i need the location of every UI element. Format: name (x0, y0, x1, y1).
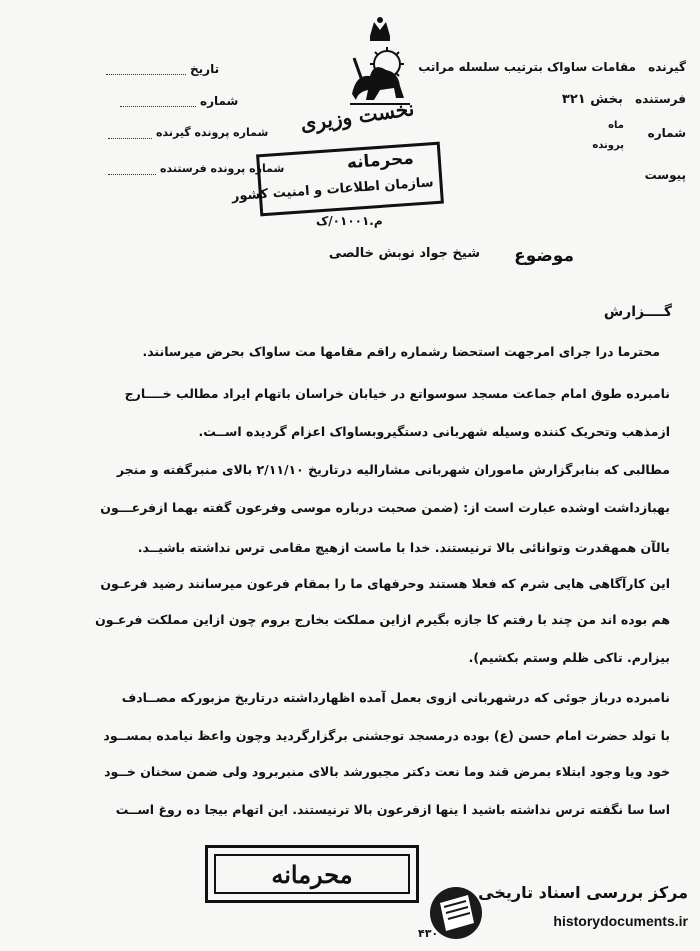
recipient-label: گیرنده (648, 60, 686, 74)
date-line (106, 74, 186, 75)
report-heading: گــــزارش (603, 304, 672, 320)
number-sub-2: پرونده (592, 140, 624, 151)
recv-file-label: شماره پرونده گیرنده (156, 126, 269, 139)
serial-label: شماره (200, 94, 239, 108)
subject-value: شیخ جواد نوبش خالصی (328, 246, 480, 261)
send-file-label: شماره پرونده فرستنده (160, 162, 285, 175)
watermark-url: historydocuments.ir (553, 913, 688, 929)
stamp-classification: محرمانه (346, 148, 415, 174)
stamp-organization: سازمان اطلاعات و امنیت کشور (231, 175, 434, 205)
archive-watermark (418, 883, 696, 947)
number-sub-1: ماه (608, 120, 624, 131)
recv-file-line (108, 138, 152, 139)
page-code: ۴۳۰ (418, 927, 439, 940)
body-line: ازمذهب وتحریک کننده وسیله شهربانی دستگیروبساواک اعزام گردیده اســت. (198, 424, 670, 439)
stamp-code: م.۰۱۰۰۱/ک (316, 214, 383, 228)
body-line: مطالبی که بنابرگزارش ماموران شهربانی مشارالیه درتاریخ ۲/۱۱/۱۰ بالای منبرگفته و منجر (116, 462, 670, 477)
body-line: اسا سا نگفته ترس نداشته باشید ا ینها ازفرعون بالا ترنیستند. این اتهام بیجا ده روغ اســت (115, 802, 670, 817)
attachment-label: پیوست (644, 168, 686, 182)
body-line: بالآن همهقدرت وتوانائی بالا ترنیستند. خدا با ماست ازهیچ مقامی ترس نداشته باشیــد. (137, 540, 670, 555)
confidential-stamp (205, 845, 419, 903)
sender-value: بخش ۳۲۱ (561, 92, 623, 107)
number-row (648, 126, 686, 140)
number-label: شماره (647, 126, 686, 140)
recipient-value: مقامات ساواک بترتیب سلسله مراتب (418, 60, 636, 74)
lion-and-sun-emblem (340, 14, 420, 110)
stamp-title: نخست وزیری (298, 96, 416, 136)
sender-row (562, 92, 686, 107)
attachment-row (645, 168, 686, 182)
body-line: خود ویا وجود ابتلاء بمرض قند وما نعت دکتر مجبورشد بالای منبربرود ولی ضمن سخنان خــود (104, 764, 670, 779)
body-line: نامبرده طوق امام جماعت مسجد سوسواتع در خیابان خراسان باتهام ایراد مطالب خــــارج (124, 386, 670, 401)
subject-label: موضوع (514, 246, 574, 266)
confidential-label: محرمانه (214, 854, 410, 894)
body-line: بهبازداشت اوشده عبارت است از: (ضمن صحبت درباره موسی وفرعون گفته بهما ازفرعـــون (100, 500, 670, 515)
sender-label: فرستنده (635, 92, 686, 106)
body-line: نامبرده درباز جوئی که درشهربانی ازوی بعمل آمده اظهارداشته درتاریخ مزبورکه مصــادف (121, 690, 670, 705)
date-label: تاریخ (190, 62, 220, 76)
body-line: هم بوده اند من چند با رفتم کا جازه بگیرم ازاین مملکت بخارج بروم چون ازاین مملکت فرعـون (95, 612, 670, 627)
send-file-line (108, 174, 156, 175)
watermark-title: مرکز بررسی اسناد تاریخی (478, 883, 688, 902)
organization-stamp (231, 142, 444, 217)
serial-line (120, 106, 196, 107)
body-line: با تولد حضرت امام حسن (ع) بوده درمسجد توجشنی برگزارگردید وچون واعظ نیامده بمســود (103, 728, 670, 743)
body-line: محترما درا جرای امرجهت استحضا رشماره راقم مقامها مت ساواک بحرض میرسانند. (142, 344, 660, 359)
body-line: بیزارم. تاکی ظلم وستم بکشیم). (468, 650, 670, 665)
recipient-row (418, 60, 686, 74)
body-line: این کارآگاهی هایی شرم که فعلا هستند وحرفهای ما را بمقام فرعون میرسانند رضید فرعـون (100, 576, 670, 591)
